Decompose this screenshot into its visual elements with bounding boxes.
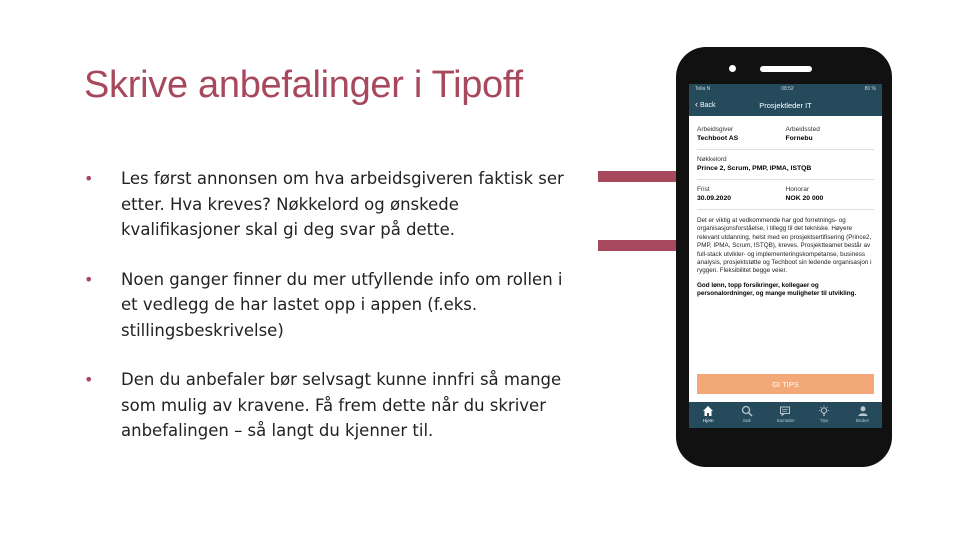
- tab-bar: [689, 402, 882, 428]
- tab-label: Søk: [742, 418, 751, 423]
- bullet-text: Les først annonsen om hva arbeidsgiveren faktisk ser etter. Hva kreves? Nøkkelord og ønskede kvalifikasjoner skal gi deg svar på dette.: [121, 169, 564, 239]
- user-icon: [857, 405, 869, 417]
- employer-label: Arbeidsgiver: [697, 126, 734, 133]
- fee-value: NOK 20 000: [785, 195, 824, 202]
- bullet-text: Noen ganger finner du mer utfyllende info om rollen i et vedlegg de har lastet opp i appen (f.eks. stillingsbeskrivelse): [121, 269, 563, 340]
- employer-value: Techboot AS: [697, 135, 739, 142]
- keywords-value: Prince 2, Scrum, PMP, IPMA, ISTQB: [697, 165, 812, 172]
- home-icon: [702, 405, 714, 417]
- bullet-dot: •: [84, 169, 94, 188]
- clock-text: 08:52: [781, 86, 794, 92]
- divider: [697, 179, 874, 180]
- tab-home[interactable]: [690, 405, 726, 423]
- back-label: Back: [700, 102, 716, 109]
- location-value: Fornebu: [785, 135, 813, 142]
- deadline-label: Frist: [697, 186, 710, 193]
- back-button[interactable]: [695, 99, 716, 109]
- chat-icon: [779, 405, 791, 417]
- arrow-description-icon: [598, 240, 684, 251]
- lightbulb-icon: [818, 405, 830, 417]
- camera-icon: [729, 65, 736, 72]
- tab-search[interactable]: [729, 405, 765, 423]
- carrier-text: Telia N: [695, 86, 711, 92]
- divider: [697, 149, 874, 150]
- arrow-keywords-icon: [598, 171, 684, 182]
- job-details: [689, 116, 882, 299]
- chevron-left-icon: ‹: [695, 99, 698, 109]
- give-tip-button[interactable]: GI TIPS: [697, 374, 874, 394]
- deadline-value: 30.09.2020: [697, 195, 732, 202]
- status-bar: [689, 84, 882, 94]
- bullet-item: [84, 367, 564, 444]
- tab-label: Bruker: [856, 418, 870, 423]
- phone-mockup: [676, 47, 892, 467]
- speaker-grille: [760, 66, 812, 72]
- job-benefits: God lønn, topp forsikringer, kollegaer og personalordninger, og mange muligheter til utvikling.: [697, 281, 857, 298]
- tab-label: Samtaler: [776, 418, 795, 423]
- divider: [697, 209, 874, 210]
- keywords-label: Nøkkelord: [697, 156, 727, 163]
- bullet-item: [84, 267, 564, 344]
- search-icon: [741, 405, 753, 417]
- phone-screen: [689, 84, 882, 428]
- battery-text: 80 %: [864, 86, 876, 92]
- slide-title: Skrive anbefalinger i Tipoff: [84, 64, 523, 106]
- fee-label: Honorar: [785, 186, 809, 193]
- location-label: Arbeidssted: [785, 126, 820, 133]
- bullet-list: [84, 166, 564, 468]
- bullet-dot: •: [84, 370, 94, 389]
- tab-user[interactable]: [845, 405, 881, 423]
- tab-label: Hjem: [703, 418, 714, 423]
- tab-label: Tips: [819, 418, 829, 423]
- nav-bar: [689, 94, 882, 116]
- nav-title: Prosjektleder IT: [759, 100, 812, 110]
- job-description: Det er viktig at vedkommende har god forretnings- og organisasjonsforståelse, i tillegg til det tekniske. Høyere relevant utdanning, helst med en prosjektsertifisering (Prince2, PMP, IPMA, Scrum, ISTQB), kreves. Prosjektteamet består av full-stack utvikler- og implementeringskompetanse, business analysis, prosjektstøtte og Techboot sin ledende organisasjon i ryggen. Fleksibilitet begge veier.: [697, 217, 872, 275]
- bullet-text: Den du anbefaler bør selvsagt kunne innfri så mange som mulig av kravene. Få frem dette når du skriver anbefalingen – så langt du kjenner til.: [121, 370, 562, 440]
- bullet-item: [84, 166, 564, 243]
- bullet-dot: •: [84, 269, 94, 289]
- tab-chats[interactable]: [767, 405, 803, 423]
- tab-tips[interactable]: [806, 405, 842, 423]
